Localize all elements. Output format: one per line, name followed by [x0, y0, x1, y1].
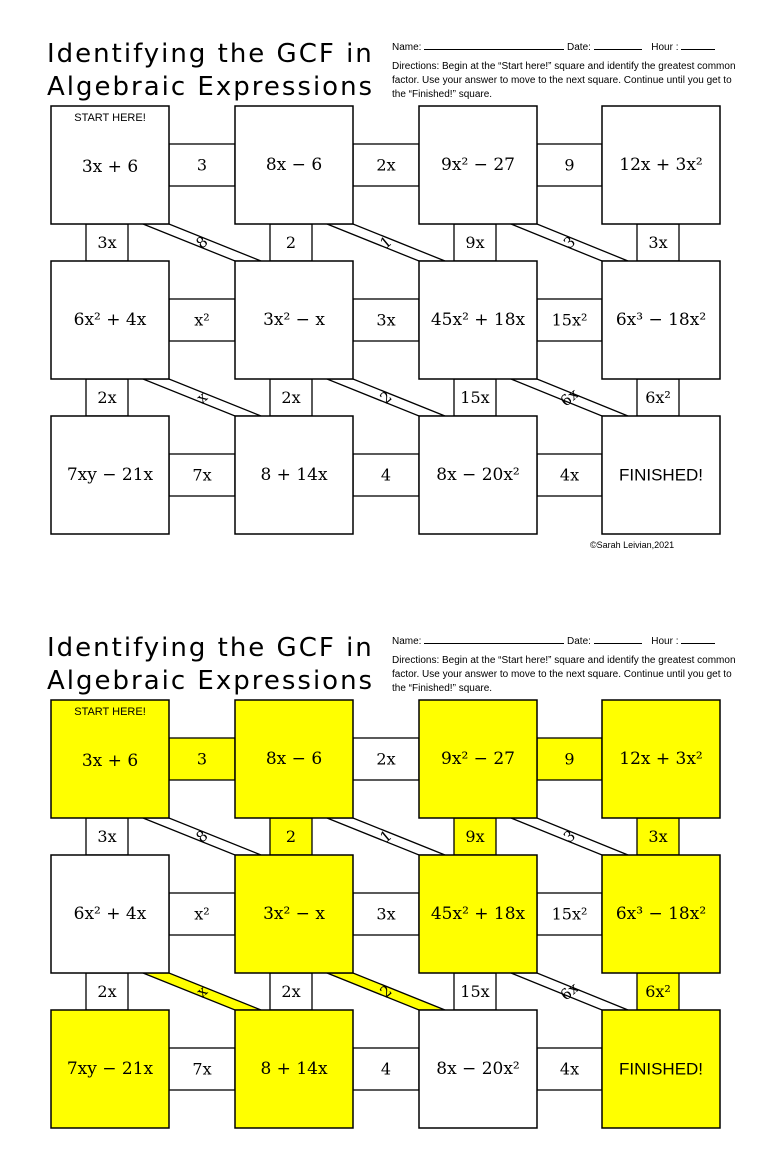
hour-field[interactable] [681, 634, 715, 644]
worksheet-blank [0, 0, 768, 560]
horizontal-path-label: x² [194, 904, 210, 924]
horizontal-path-label: 3 [196, 749, 208, 769]
worksheet-title-line1: Identifying the GCF in [47, 39, 374, 69]
horizontal-path-label: 4x [559, 465, 580, 485]
copyright-text: ©Sarah Leivian,2021 [590, 540, 675, 550]
directions-text: Directions: Begin at the “Start here!” square and identify the greatest common factor. Use your answer to move to the next square. Continue until you get to the “Finished!” square. [392, 61, 736, 100]
horizontal-path-label: 9 [564, 749, 575, 769]
expression-label: 8 + 14x [260, 1059, 328, 1079]
diagonal-path-label: 1 [376, 826, 396, 847]
expression-label: 8 + 14x [260, 465, 328, 485]
expression-label: 6x³ − 18x² [615, 904, 707, 924]
vertical-path-label: 2x [97, 388, 117, 407]
expression-label: 8x − 6 [265, 749, 323, 769]
vertical-path-label: 2x [97, 982, 117, 1001]
date-label: Date: [567, 636, 591, 647]
finish-label: FINISHED! [618, 465, 704, 485]
vertical-path-label: 15x [460, 388, 490, 407]
vertical-path-label: 6x² [645, 982, 671, 1001]
horizontal-path-label: 15x² [551, 310, 588, 330]
horizontal-path-label: 9 [564, 155, 575, 175]
expression-label: 3x² − x [263, 310, 325, 330]
expression-label: 7xy − 21x [66, 1059, 154, 1079]
vertical-path-label: 9x [465, 827, 485, 846]
horizontal-path-label: 4 [380, 465, 392, 485]
vertical-path-label: 2x [281, 982, 301, 1001]
diagonal-path-label: x [192, 387, 212, 408]
vertical-path-label: 15x [460, 982, 490, 1001]
header-fields [392, 40, 715, 54]
diagonal-path-label: 6x [556, 384, 583, 411]
expression-label: 12x + 3x² [619, 155, 703, 175]
expression-label: 45x² + 18x [430, 904, 526, 924]
diagonal-path-label: 2 [376, 981, 396, 1002]
expression-label: 3x + 6 [81, 751, 139, 771]
hour-label: Hour : [651, 636, 679, 647]
expression-label: 3x + 6 [81, 157, 139, 177]
diagonal-path-label: 1 [376, 232, 396, 253]
vertical-path-label: 3x [648, 827, 668, 846]
start-label: START HERE! [74, 112, 146, 124]
start-label: START HERE! [74, 706, 146, 718]
worksheet-title-line2: Algebraic Expressions [47, 72, 375, 102]
name-field[interactable] [424, 40, 564, 50]
date-field[interactable] [594, 40, 642, 50]
finish-label: FINISHED! [618, 1059, 704, 1079]
hour-label: Hour : [651, 42, 679, 53]
expression-label: 9x² − 27 [441, 749, 515, 769]
horizontal-path-label: 7x [192, 465, 212, 485]
expression-label: 8x − 20x² [436, 465, 520, 485]
vertical-path-label: 2x [281, 388, 301, 407]
name-label: Name: [392, 42, 422, 53]
date-field[interactable] [594, 634, 642, 644]
expression-label: 6x³ − 18x² [615, 310, 707, 330]
maze-grid-key [0, 694, 768, 1134]
vertical-path-label: 6x² [645, 388, 671, 407]
expression-label: 8x − 6 [265, 155, 323, 175]
diagonal-path-label: 8 [192, 826, 212, 847]
vertical-path-label: 2 [285, 827, 297, 846]
vertical-path-label: 9x [465, 233, 485, 252]
horizontal-path-label: 15x² [551, 904, 588, 924]
vertical-path-label: 3x [97, 233, 117, 252]
worksheet-answer-key [0, 594, 768, 1154]
diagonal-path-label: 6x [556, 978, 583, 1005]
diagonal-path-label: 2 [376, 387, 396, 408]
horizontal-path-label: 2x [376, 749, 396, 769]
horizontal-path-label: 3x [376, 904, 396, 924]
diagonal-path-label: x [192, 981, 212, 1002]
vertical-path-label: 3x [97, 827, 117, 846]
directions-text: Directions: Begin at the “Start here!” square and identify the greatest common factor. Use your answer to move to the next square. Continue until you get to the “Finished!” square. [392, 655, 736, 694]
expression-label: 8x − 20x² [436, 1059, 520, 1079]
diagonal-path-label: 3 [560, 826, 579, 847]
worksheet-title-line1: Identifying the GCF in [47, 633, 374, 663]
hour-field[interactable] [681, 40, 715, 50]
vertical-path-label: 3x [648, 233, 668, 252]
horizontal-path-label: x² [194, 310, 210, 330]
expression-label: 12x + 3x² [619, 749, 703, 769]
horizontal-path-label: 2x [376, 155, 396, 175]
name-label: Name: [392, 636, 422, 647]
header-fields [392, 634, 715, 648]
horizontal-path-label: 3x [376, 310, 396, 330]
date-label: Date: [567, 42, 591, 53]
horizontal-path-label: 4 [380, 1059, 392, 1079]
expression-label: 6x² + 4x [73, 904, 147, 924]
diagonal-path-label: 3 [560, 232, 579, 253]
name-field[interactable] [424, 634, 564, 644]
expression-label: 45x² + 18x [430, 310, 526, 330]
maze-grid [0, 100, 768, 540]
diagonal-path-label: 8 [192, 232, 212, 253]
horizontal-path-label: 7x [192, 1059, 212, 1079]
horizontal-path-label: 3 [196, 155, 208, 175]
horizontal-path-label: 4x [559, 1059, 580, 1079]
expression-label: 7xy − 21x [66, 465, 154, 485]
expression-label: 9x² − 27 [441, 155, 515, 175]
worksheet-title-line2: Algebraic Expressions [47, 666, 375, 696]
expression-label: 6x² + 4x [73, 310, 147, 330]
expression-label: 3x² − x [263, 904, 325, 924]
vertical-path-label: 2 [285, 233, 297, 252]
